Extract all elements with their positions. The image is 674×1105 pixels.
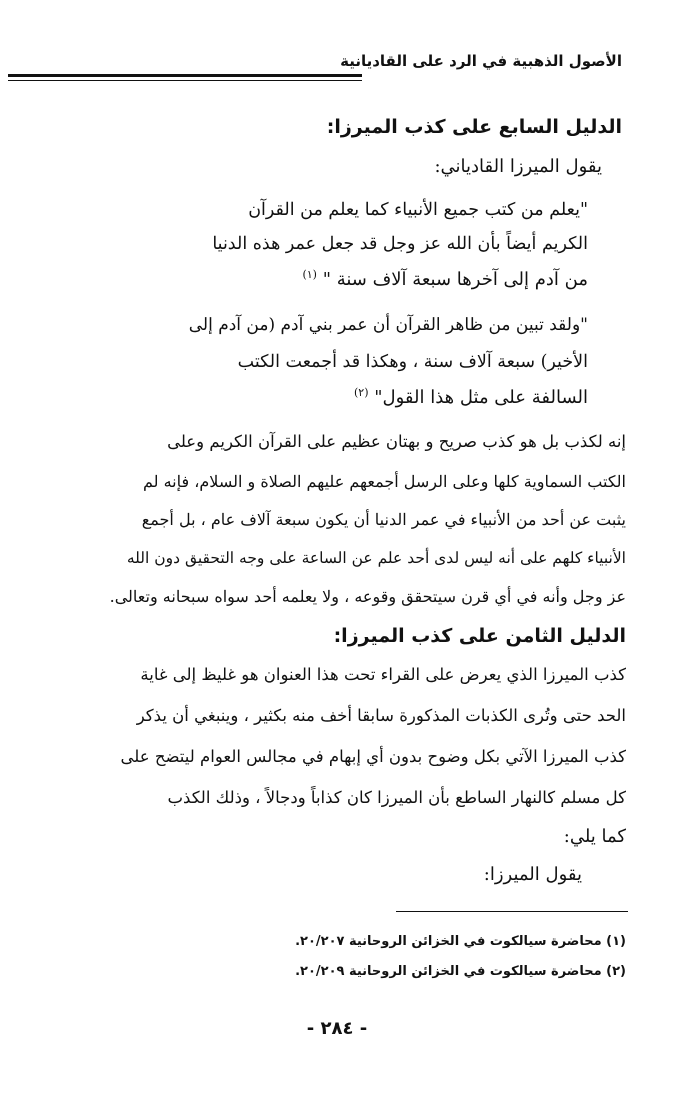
paragraph-line: الحد حتى وتُرى الكذبات المذكورة سابقا أخف منه بكثير ، وينبغي أن يذكر [136, 706, 626, 725]
footnote-2: (٢) محاضرة سيالكوت في الخزائن الروحانية ٢٠/٢٠٩. [295, 964, 626, 979]
header-rule [8, 74, 362, 81]
quote-line: الأخير) سبعة آلاف سنة ، وهكذا قد أجمعت الكتب [237, 352, 588, 372]
paragraph-line: كذب الميرزا الذي يعرض على القراء تحت هذا العنوان هو غليظ إلى غاية [140, 665, 626, 684]
paragraph-line: الكتب السماوية كلها وعلى الرسل أجمعهم عليهم الصلاة و السلام، فإنه لم [142, 472, 626, 491]
section-heading-8: الدليل الثامن على كذب الميرزا: [333, 625, 626, 647]
quote-line: "يعلم من كتب جميع الأنبياء كما يعلم من القرآن [248, 200, 588, 220]
footnote-1: (١) محاضرة سيالكوت في الخزائن الروحانية ٢٠/٢٠٧. [295, 934, 626, 949]
paragraph-line: كما يلي: [563, 826, 626, 847]
quote-line-with-ref [302, 268, 588, 292]
footnote-ref: (٢) [354, 386, 369, 399]
paragraph-line: عز وجل وأنه في أي قرن سيتحقق وقوعه ، ولا يعلمه أحد سواه سبحانه وتعالى. [109, 587, 626, 606]
page-number: - ٢٨٤ - [306, 1018, 368, 1039]
section-heading-7: الدليل السابع على كذب الميرزا: [326, 116, 622, 138]
footnote-separator [396, 911, 628, 912]
paragraph-line: كذب الميرزا الآتي بكل وضوح بدون أي إبهام في مجالس العوام ليتضح على [120, 747, 626, 766]
footnote-ref: (١) [302, 268, 317, 281]
quote-line: الكريم أيضاً بأن الله عز وجل قد جعل عمر هذه الدنيا [212, 234, 588, 254]
quote-intro: يقول الميرزا: [483, 864, 582, 885]
running-header: الأصول الذهبية في الرد على القاديانية [340, 52, 622, 70]
paragraph-line: الأنبياء كلهم على أنه ليس لدى أحد علم عن الساعة على وجه التحقيق دون الله [126, 549, 626, 567]
quote-line-with-ref [354, 386, 588, 410]
paragraph-line: كل مسلم كالنهار الساطع بأن الميرزا كان كذاباً ودجالاً ، وذلك الكذب [167, 788, 626, 807]
quote-intro: يقول الميرزا القادياني: [434, 156, 602, 177]
paragraph-line: يثبت عن أحد من الأنبياء في عمر الدنيا أن يكون سبعة آلاف عام ، بل أجمع [141, 510, 626, 529]
paragraph-line: إنه لكذب بل هو كذب صريح و بهتان عظيم على القرآن الكريم وعلى [167, 432, 626, 451]
quote-text: السالفة على مثل هذا القول" [374, 387, 588, 408]
quote-line: "ولقد تبين من ظاهر القرآن أن عمر بني آدم (من آدم إلى [188, 315, 588, 335]
quote-text: من آدم إلى آخرها سبعة آلاف سنة " [322, 269, 588, 290]
